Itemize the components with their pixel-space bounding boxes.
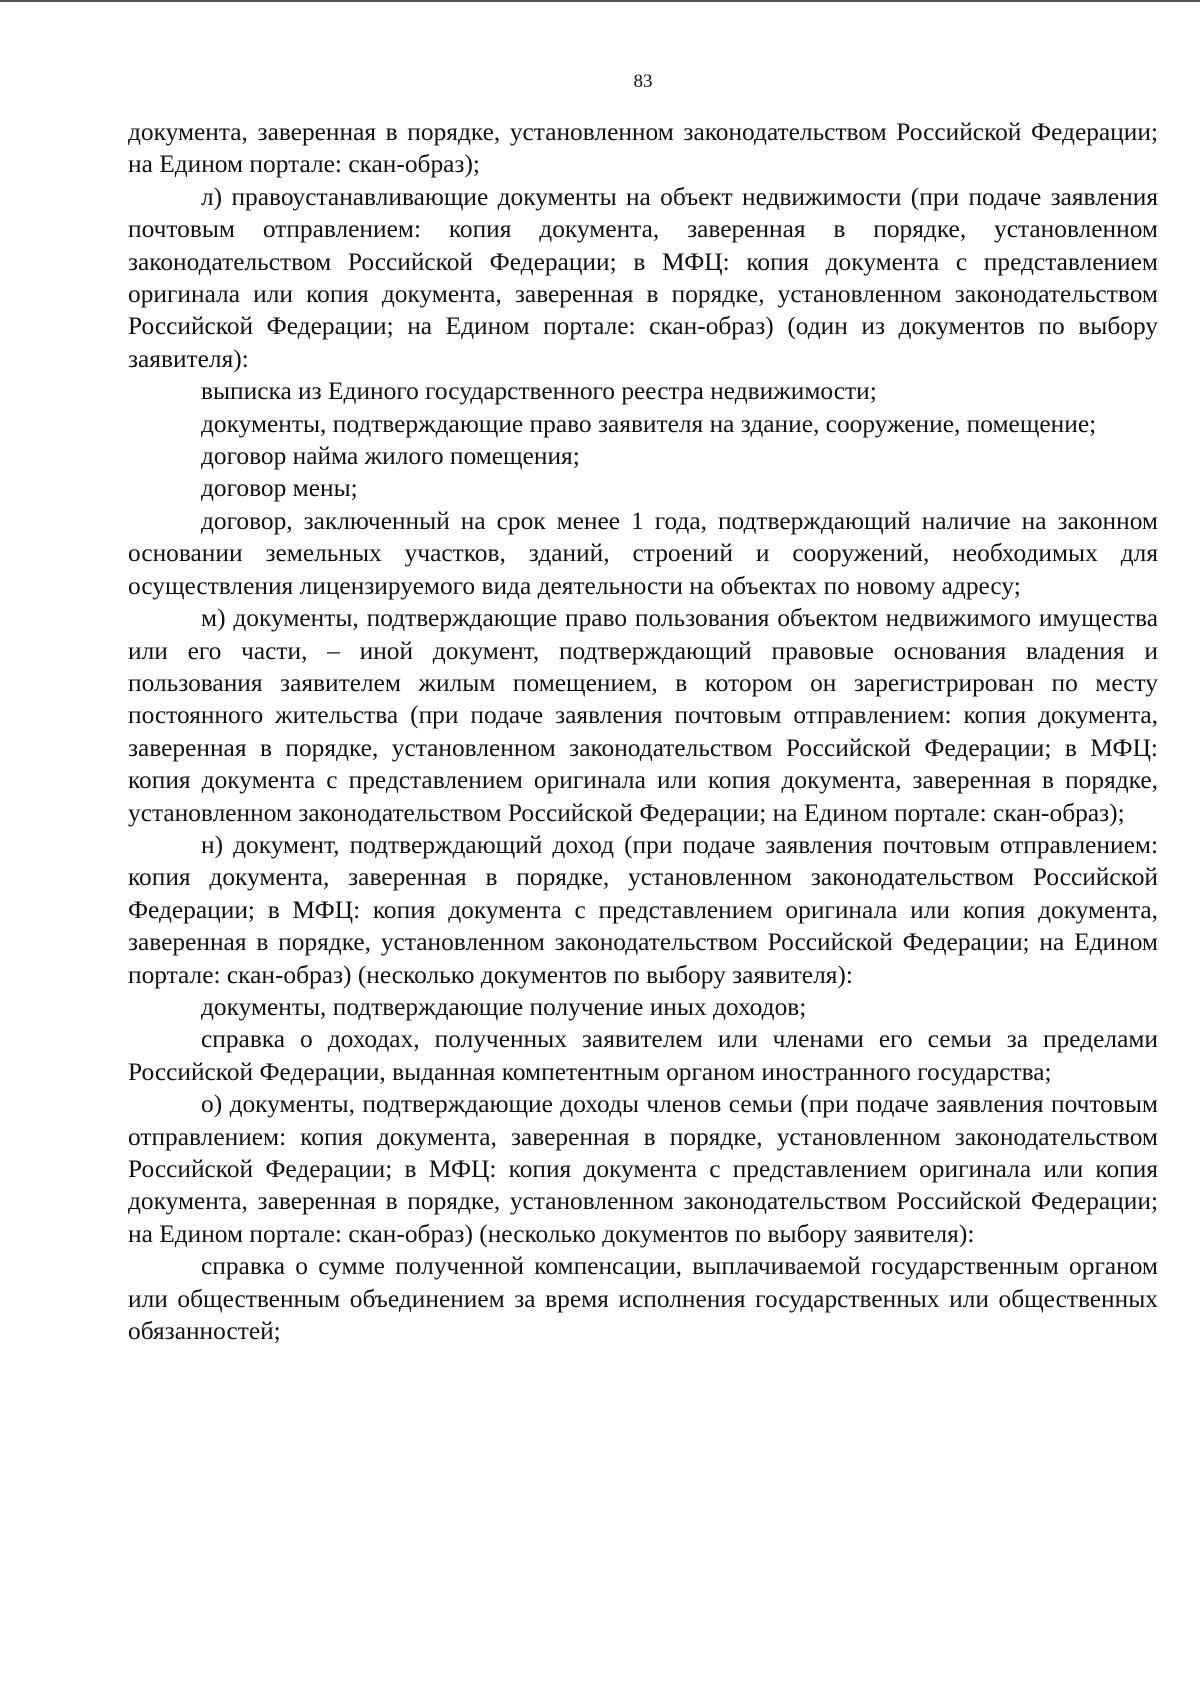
paragraph-item-m: м) документы, подтверждающие право пользования объектом недвижимого имущества или его части, – иной документ, подтверждающий правовые основания владения и пользования заявителем жилым помещением, в котором он зарегистрирован по месту постоянного жительства (при подаче заявления почтовым отправлением: копия документа, заверенная в порядке, установленном законодательством Российской Федерации; в МФЦ: копия документа с представлением оригинала или копия документа, заверенная в порядке, установленном законодательством Российской Федерации; на Едином портале: скан-образ);: [128, 604, 1158, 827]
paragraph-rights-documents: документы, подтверждающие право заявителя на здание, сооружение, помещение;: [201, 409, 1097, 438]
document-page: [128, 68, 1158, 1347]
paragraph-other-income: документы, подтверждающие получение иных доходов;: [201, 992, 807, 1021]
paragraph-continuation: документа, заверенная в порядке, установленном законодательством Российской Федерации; на Едином портале: скан-образ);: [128, 118, 1158, 179]
paragraph-compensation-certificate: справка о сумме полученной компенсации, выплачиваемой государственным органом или общественным объединением за время исполнения государственных или общественных обязанностей;: [128, 1252, 1158, 1346]
paragraph-short-term-agreement: договор, заключенный на срок менее 1 года, подтверждающий наличие на законном основании земельных участков, зданий, строений и сооружений, необходимых для осуществления лицензируемого вида деятельности на объектах по новому адресу;: [128, 506, 1158, 600]
paragraph-foreign-income-certificate: справка о доходах, полученных заявителем или членами его семьи за пределами Российской Федерации, выданная компетентным органом иностранного государства;: [128, 1025, 1158, 1086]
paragraph-egrn-extract: выписка из Единого государственного реестра недвижимости;: [201, 377, 877, 406]
paragraph-rental-agreement: договор найма жилого помещения;: [201, 442, 580, 471]
paragraph-item-n: н) документ, подтверждающий доход (при подаче заявления почтовым отправлением: копия документа, заверенная в порядке, установленном законодательством Российской Федерации; в МФЦ: копия документа с представлением оригинала или копия документа, заверенная в порядке, установленном законодательством Российской Федерации; на Едином портале: скан-образ) (несколько документов по выбору заявителя):: [128, 830, 1158, 989]
scan-top-edge: [0, 0, 1200, 2]
paragraph-item-l: л) правоустанавливающие документы на объект недвижимости (при подаче заявления почтовым отправлением: копия документа, заверенная в порядке, установленном законодательством Российской Федерации; в МФЦ: копия документа с представлением оригинала или копия документа, заверенная в порядке, установленном законодательством Российской Федерации; на Едином портале: скан-образ) (один из документов по выбору заявителя):: [128, 182, 1158, 373]
paragraph-exchange-agreement: договор мены;: [201, 474, 358, 503]
page-number: 83: [633, 71, 653, 92]
paragraph-item-o: о) документы, подтверждающие доходы членов семьи (при подаче заявления почтовым отправлением: копия документа, заверенная в порядке, установленном законодательством Российской Федерации; в МФЦ: копия документа с представлением оригинала или копия документа, заверенная в порядке, установленном законодательством Российской Федерации; на Едином портале: скан-образ) (несколько документов по выбору заявителя):: [128, 1090, 1158, 1248]
